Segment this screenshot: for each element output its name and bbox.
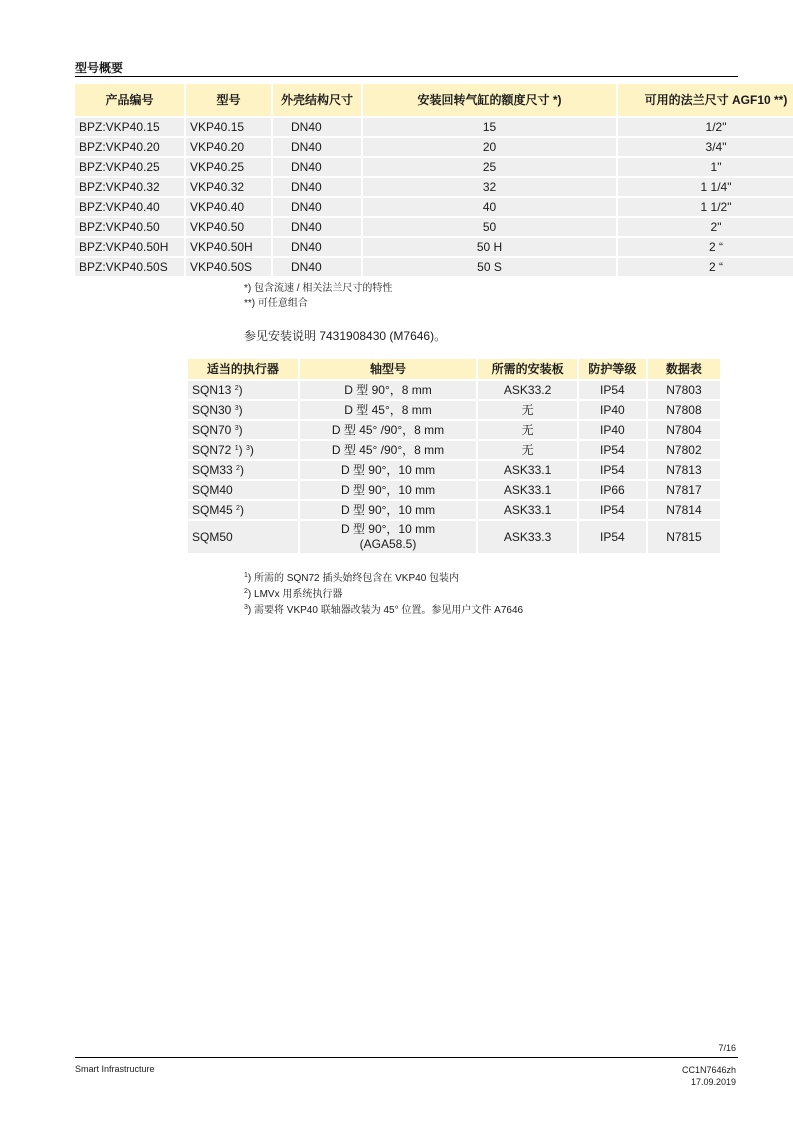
table-cell: DN40 [273,158,361,176]
header-flange-size: 可用的法兰尺寸 AGF10 **) [618,84,793,116]
table-cell: BPZ:VKP40.32 [75,178,184,196]
table-cell: 2 “ [618,238,793,256]
ip-cell: IP54 [579,521,646,553]
header-product-number: 产品编号 [75,84,184,116]
footer-doc-info [682,1064,736,1088]
table-row [75,258,793,276]
table-cell: DN40 [273,198,361,216]
plate-cell: ASK33.1 [478,481,577,499]
sheet-cell: N7813 [648,461,720,479]
actuator-cell: SQM40 [188,481,298,499]
ip-cell: IP54 [579,461,646,479]
shaft-cell: D 型 45°，8 mm [300,401,477,419]
table-row [188,461,720,479]
table-cell: VKP40.50S [186,258,271,276]
ip-cell: IP40 [579,401,646,419]
table-cell: 50 S [363,258,616,276]
sheet-cell: N7814 [648,501,720,519]
header-rated-size: 安装回转气缸的额度尺寸 *) [363,84,616,116]
shaft-cell: D 型 90°，8 mm [300,381,477,399]
table-cell: 2" [618,218,793,236]
ip-cell: IP54 [579,441,646,459]
ip-cell: IP66 [579,481,646,499]
sheet-cell: N7803 [648,381,720,399]
table-cell: 20 [363,138,616,156]
table-cell: 50 H [363,238,616,256]
table-cell: BPZ:VKP40.20 [75,138,184,156]
table-cell: BPZ:VKP40.15 [75,118,184,136]
header-shaft-type: 轴型号 [300,359,477,379]
table-row [75,178,793,196]
sheet-cell: N7804 [648,421,720,439]
table-cell: BPZ:VKP40.50 [75,218,184,236]
footer-date: 17.09.2019 [690,1077,736,1087]
shaft-cell: D 型 90°，10 mm [300,461,477,479]
footer-doc-code: CC1N7646zh [681,1065,736,1075]
ip-cell: IP40 [579,421,646,439]
table-cell: DN40 [273,138,361,156]
plate-cell: ASK33.1 [478,461,577,479]
see-installation-note: 参见安装说明 7431908430 (M7646)。 [244,329,447,343]
shaft-cell: D 型 90°，10 mm [300,501,477,519]
table-cell: DN40 [273,178,361,196]
table-cell: VKP40.32 [186,178,271,196]
sheet-cell: N7815 [648,521,720,553]
table-row [188,501,720,519]
table-cell: DN40 [273,258,361,276]
plate-cell: ASK33.2 [478,381,577,399]
plate-cell: 无 [478,421,577,439]
shaft-cell: D 型 45° /90°，8 mm [300,441,477,459]
header-actuator: 适当的执行器 [188,359,298,379]
table-cell: VKP40.25 [186,158,271,176]
actuator-cell: SQN30 $^3$) [188,401,298,419]
top-rule [75,76,738,77]
sheet-cell: N7802 [648,441,720,459]
table-cell: 1/2" [618,118,793,136]
table-cell: BPZ:VKP40.40 [75,198,184,216]
table-header-row [75,84,793,116]
table-cell: BPZ:VKP40.50H [75,238,184,256]
table-cell: 1" [618,158,793,176]
ip-cell: IP54 [579,381,646,399]
footnote-2: $^2$) LMVx 用系统执行器 [244,588,343,600]
table-row [188,381,720,399]
table-row [75,218,793,236]
table-cell: VKP40.15 [186,118,271,136]
actuator-cell: SQN70 $^3$) [188,421,298,439]
plate-cell: 无 [478,441,577,459]
plate-cell: ASK33.1 [478,501,577,519]
table-cell: VKP40.50H [186,238,271,256]
shaft-cell: D 型 90°，10 mm [300,481,477,499]
plate-cell: ASK33.3 [478,521,577,553]
table-row [188,421,720,439]
table-cell: 3/4" [618,138,793,156]
header-data-sheet: 数据表 [648,359,720,379]
header-housing-size: 外壳结构尺寸 [273,84,361,116]
table-cell: BPZ:VKP40.25 [75,158,184,176]
table-cell: DN40 [273,238,361,256]
table-cell: BPZ:VKP40.50S [75,258,184,276]
page-number: 7/16 [718,1043,736,1053]
table-cell: 1 1/4" [618,178,793,196]
header-mounting-plate: 所需的安装板 [478,359,577,379]
table-row [188,441,720,459]
table-cell: 15 [363,118,616,136]
table-row [188,521,720,553]
actuator-cell: SQN72 $^1$) $^3$) [188,441,298,459]
table-cell: DN40 [273,118,361,136]
table-header-row [188,359,720,379]
section-title: 型号概要 [75,61,124,75]
actuator-cell: SQM50 [188,521,298,553]
footnote-double-star: **) 可任意组合 [244,298,308,309]
table-cell: 25 [363,158,616,176]
table-cell: 50 [363,218,616,236]
sheet-cell: N7817 [648,481,720,499]
table-cell: DN40 [273,218,361,236]
header-model: 型号 [186,84,271,116]
table-row [75,158,793,176]
table-cell: 32 [363,178,616,196]
table-row [75,198,793,216]
table-row [75,118,793,136]
actuator-table [186,357,722,555]
bottom-rule [75,1057,738,1058]
sheet-cell: N7808 [648,401,720,419]
table-row [75,238,793,256]
shaft-cell: D 型 45° /90°，8 mm [300,421,477,439]
actuator-cell: SQM33 $^2$) [188,461,298,479]
footnote-star: *) 包含流速 / 相关法兰尺寸的特性 [244,283,393,294]
table-cell: 2 “ [618,258,793,276]
table-row [188,481,720,499]
table-cell: 1 1/2" [618,198,793,216]
shaft-cell: D 型 90°，10 mm (AGA58.5) [300,521,477,553]
plate-cell: 无 [478,401,577,419]
table-cell: VKP40.50 [186,218,271,236]
header-protection-class: 防护等级 [579,359,646,379]
table-cell: VKP40.20 [186,138,271,156]
footnote-3: $^3$) 需要将 VKP40 联轴器改装为 45° 位置。参见用户文件 A7646 [244,604,524,616]
table-cell: 40 [363,198,616,216]
ip-cell: IP54 [579,501,646,519]
footnote-1: $^1$) 所需的 SQN72 插头始终包含在 VKP40 包装内 [244,572,460,584]
footer-company: Smart Infrastructure [75,1064,155,1074]
table-row [75,138,793,156]
table-cell: VKP40.40 [186,198,271,216]
actuator-cell: SQM45 $^2$) [188,501,298,519]
model-overview-table [73,82,793,278]
table-row [188,401,720,419]
actuator-cell: SQN13 $^2$) [188,381,298,399]
